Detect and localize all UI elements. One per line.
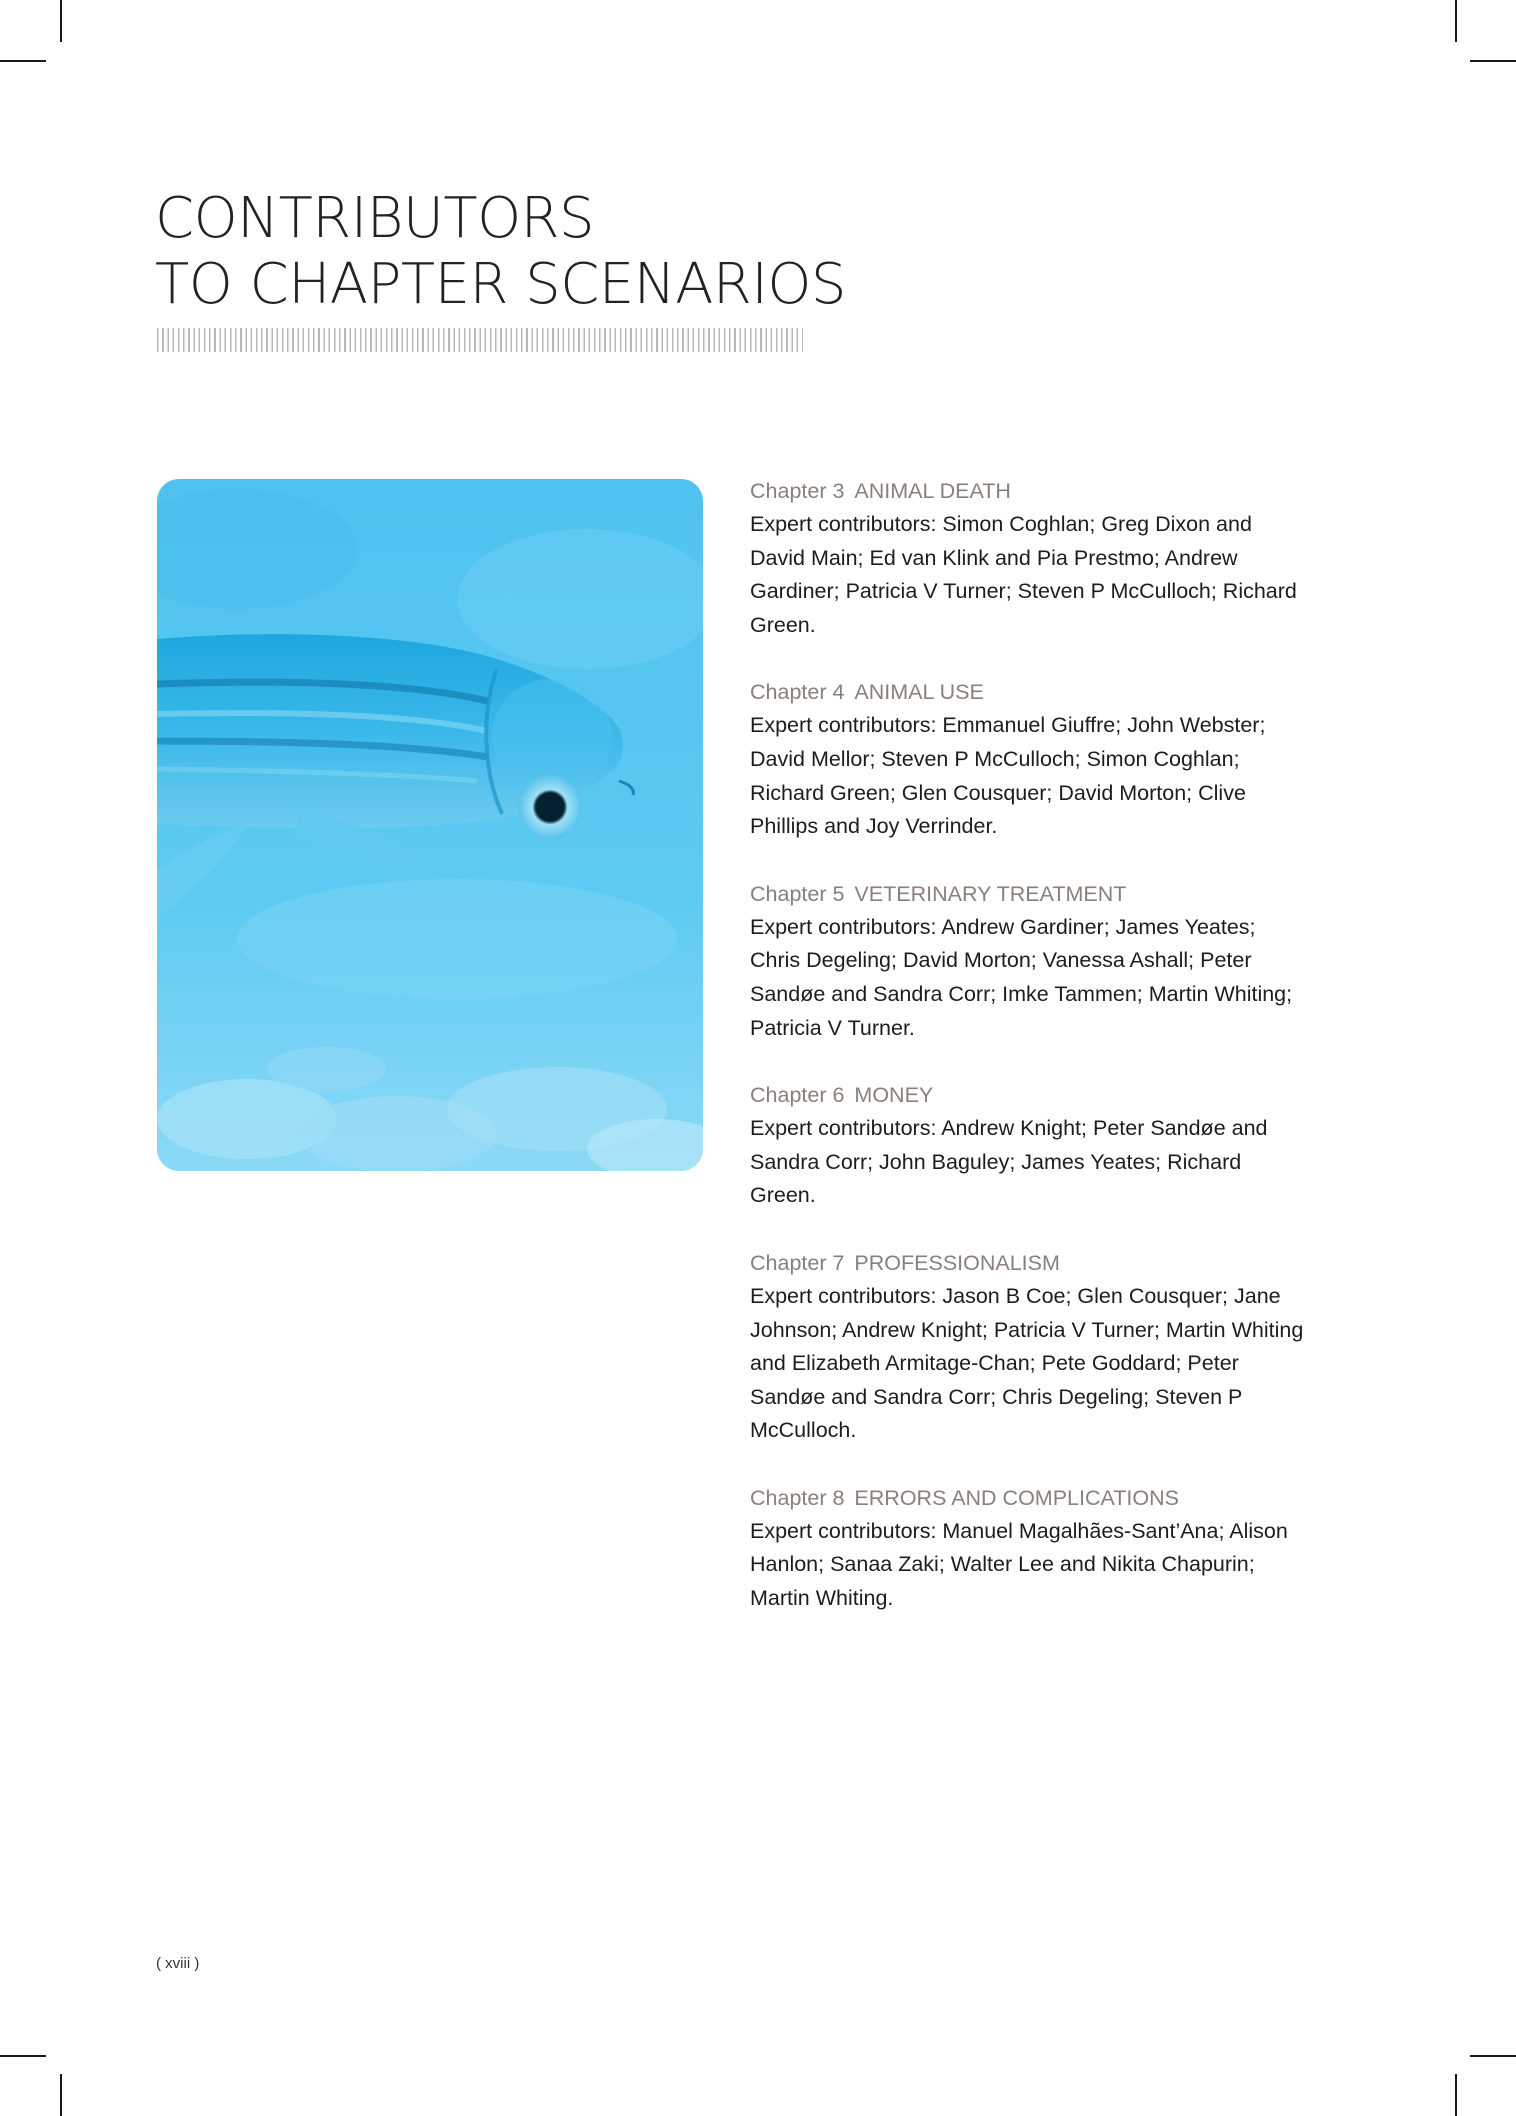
chapter-entry [750,1078,1310,1213]
chapter-list [750,474,1310,1649]
page-title [155,186,846,318]
chapter-heading [750,474,1310,508]
chapter-contributors: Expert contributors: Andrew Gardiner; James Yeates; Chris Degeling; David Morton; Vanessa Ashall; Peter Sandøe and Sandra Corr; Imke Tammen; Martin Whiting; Patricia V Turner. [750,914,1293,1040]
chapter-heading [750,675,1310,709]
chapter-title: VETERINARY TREATMENT [854,881,1127,906]
chapter-contributors: Expert contributors: Manuel Magalhães-Sant’Ana; Alison Hanlon; Sanaa Zaki; Walter Lee and Nikita Chapurin; Martin Whiting. [750,1518,1288,1611]
crop-mark [60,0,62,42]
chapter-number: Chapter 5 [750,881,845,906]
chapter-entry [750,675,1310,843]
crop-mark [1470,60,1516,62]
crop-mark [60,2074,62,2116]
chapter-title: ANIMAL DEATH [854,479,1011,503]
page-title-line-1: CONTRIBUTORS [155,186,595,251]
chapter-title: ERRORS AND COMPLICATIONS [854,1485,1179,1510]
chapter-title: MONEY [854,1083,934,1108]
chapter-heading [750,1246,1310,1280]
crop-mark [1470,2055,1516,2057]
decorative-rule [157,328,803,352]
chapter-contributors: Expert contributors: Andrew Knight; Peter Sandøe and Sandra Corr; John Baguley; James Yeates; Richard Green. [750,1116,1268,1208]
chapter-entry [750,1246,1310,1448]
chapter-entry [750,474,1310,642]
chapter-contributors: Expert contributors: Emmanuel Giuffre; John Webster; David Mellor; Steven P McCulloch; Simon Coghlan; Richard Green; Glen Cousquer; David Morton; Clive Phillips and Joy Verrinder. [750,713,1266,839]
chapter-title: ANIMAL USE [854,680,984,705]
chapter-heading [750,1481,1310,1515]
crop-mark [0,2055,46,2057]
fish-photo [157,479,703,1171]
chapter-contributors: Expert contributors: Jason B Coe; Glen Cousquer; Jane Johnson; Andrew Knight; Patricia V Turner; Martin Whiting and Elizabeth Armitage-Chan; Pete Goddard; Peter Sandøe and Sandra Corr; Chris Degeling; Steven P McCulloch. [750,1283,1304,1443]
chapter-entry [750,877,1310,1045]
chapter-contributors: Expert contributors: Simon Coghlan; Greg Dixon and David Main; Ed van Klink and Pia Prestmo; Andrew Gardiner; Patricia V Turner; Steven P McCulloch; Richard Green. [750,512,1297,637]
chapter-heading [750,877,1310,911]
chapter-heading [750,1078,1310,1112]
chapter-title: PROFESSIONALISM [854,1250,1060,1275]
crop-mark [1455,2074,1457,2116]
chapter-number: Chapter 6 [750,1083,845,1108]
page-title-line-2: TO CHAPTER SCENARIOS [155,252,846,317]
chapter-number: Chapter 3 [750,479,845,503]
chapter-number: Chapter 8 [750,1485,845,1510]
chapter-entry [750,1481,1310,1616]
chapter-number: Chapter 4 [750,680,845,705]
crop-mark [0,60,46,62]
crop-mark [1455,0,1457,42]
page-number: ( xviii ) [156,1955,200,1972]
chapter-number: Chapter 7 [750,1250,845,1275]
